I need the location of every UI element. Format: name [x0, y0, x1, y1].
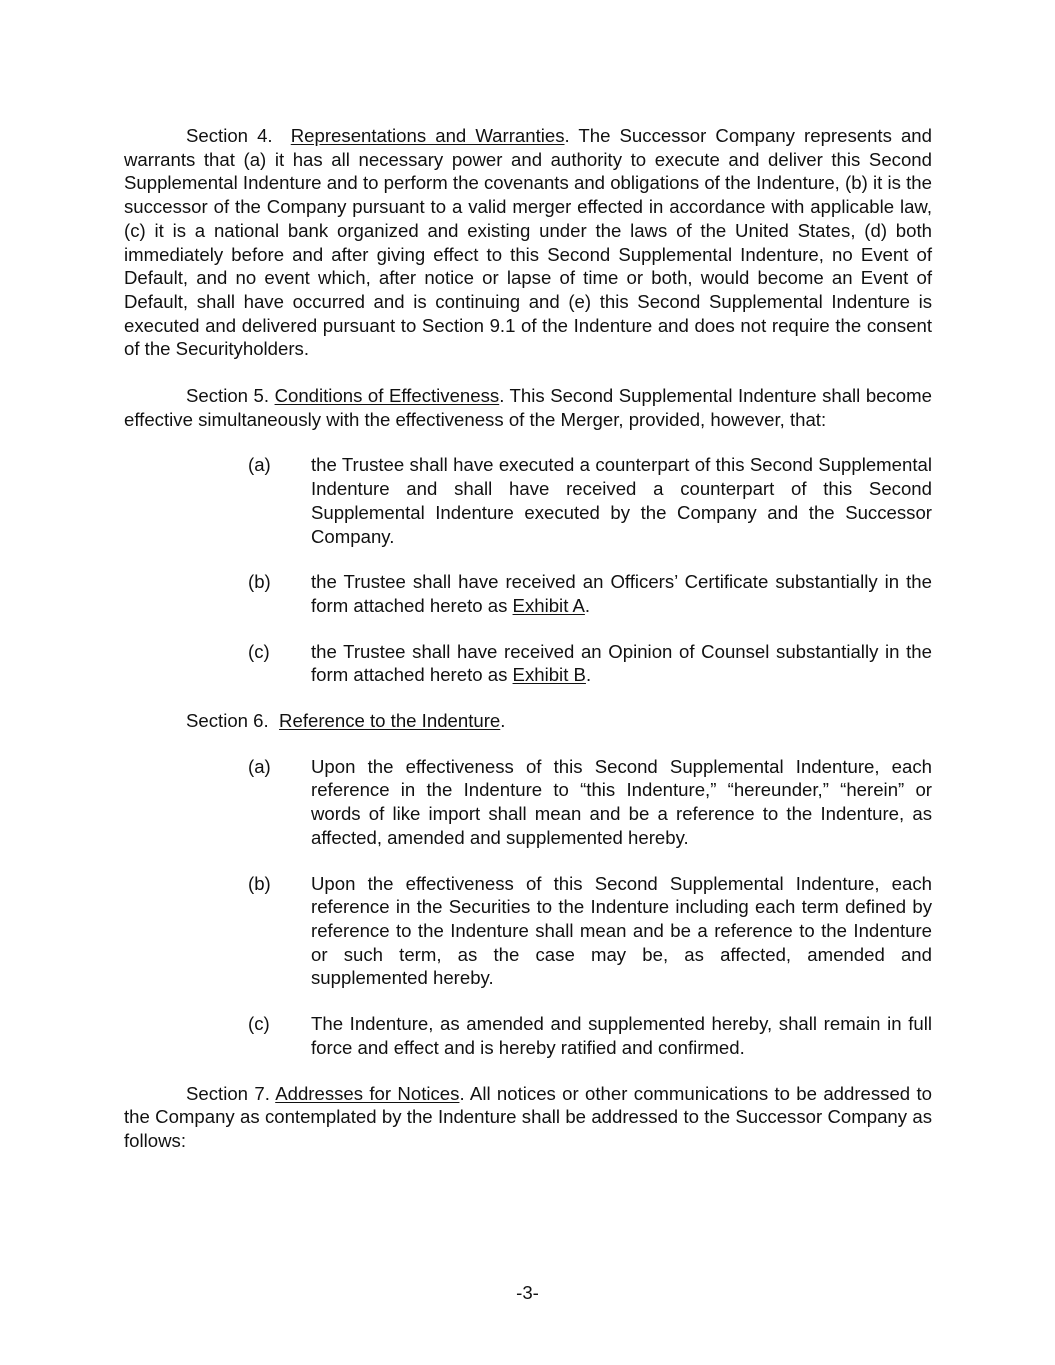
- item-text-end: .: [584, 594, 591, 616]
- section-7-heading: Section 7.: [186, 1082, 270, 1104]
- section-5-item-a: [124, 453, 932, 548]
- item-label: (c): [248, 640, 270, 662]
- section-6-body: .: [500, 710, 506, 732]
- section-6-paragraph: [124, 709, 932, 733]
- item-label: (c): [248, 1013, 270, 1035]
- exhibit-a-reference: Exhibit A: [512, 594, 585, 616]
- page-number: -3-: [516, 1282, 539, 1303]
- item-text: Upon the effectiveness of this Second Supplemental Indenture, each reference in the Securities to the Indenture including each term defined by reference to the Indenture shall mean and be a reference to the Indenture or such term, as the case may be, as affected, amended and supplemented hereby.: [311, 872, 932, 989]
- section-7-body: . All notices or other communications to be addressed to the Company as contemplated by the Indenture shall be addressed to the Successor Company as follows:: [124, 1082, 932, 1151]
- section-5-title: Conditions of Effectiveness: [274, 385, 500, 407]
- section-5-paragraph: [124, 384, 932, 431]
- section-5-item-b: [124, 570, 932, 617]
- item-text-end: .: [585, 664, 592, 686]
- section-5-item-c: [124, 640, 932, 687]
- section-7-paragraph: [124, 1082, 932, 1153]
- section-4-paragraph: [124, 124, 932, 361]
- item-text: The Indenture, as amended and supplemented hereby, shall remain in full force and effect and is hereby ratified and confirmed.: [311, 1013, 932, 1058]
- item-label: (b): [248, 571, 271, 593]
- item-text: the Trustee shall have received an Officers’ Certificate substantially in the form attached hereto as: [311, 571, 932, 616]
- exhibit-b-reference: Exhibit B: [512, 664, 586, 686]
- section-6-title: Reference to the Indenture: [279, 710, 501, 732]
- section-4-title: Representations and Warranties: [290, 125, 565, 146]
- document-body: [124, 124, 932, 1153]
- section-4-heading: Section 4.: [186, 125, 273, 146]
- section-5-heading: Section 5.: [186, 385, 270, 407]
- section-6-item-b: [124, 872, 932, 991]
- item-text: the Trustee shall have received an Opinion of Counsel substantially in the form attached hereto as: [311, 640, 932, 686]
- section-7-title: Addresses for Notices: [275, 1082, 460, 1104]
- section-4-body: . The Successor Company represents and warrants that (a) it has all necessary power and authority to execute and deliver this Second Supplemental Indenture and to perform the covenants and obligations of the Indenture, (b) it is the successor of the Company pursuant to a valid merger effected in accordance with applicable law, (c) it is a national bank organized and existing under the laws of the United States, (d) both immediately before and after giving effect to this Second Supplemental Indenture, no Event of Default, and no event which, after notice or lapse of time or both, would become an Event of Default, shall have occurred and is continuing and (e) this Second Supplemental Indenture is executed and delivered pursuant to Section 9.1 of the Indenture and does not require the consent of the Securityholders.: [124, 125, 932, 360]
- section-6-references-list: [124, 755, 932, 1060]
- item-label: (a): [248, 755, 271, 777]
- section-6-item-c: [124, 1012, 932, 1059]
- section-6-heading: Section 6.: [186, 710, 269, 732]
- item-label: (a): [248, 454, 271, 476]
- item-text: Upon the effectiveness of this Second Supplemental Indenture, each reference in the Indenture to “this Indenture,” “hereunder,” “herein” or words of like import shall mean and be a reference to the Indenture, as affected, amended and supplemented hereby.: [311, 755, 932, 848]
- section-6-item-a: [124, 755, 932, 850]
- section-5-body: . This Second Supplemental Indenture shall become effective simultaneously with the effectiveness of the Merger, provided, however, that:: [124, 385, 932, 430]
- item-label: (b): [248, 872, 271, 894]
- section-5-conditions-list: [124, 453, 932, 687]
- item-text: the Trustee shall have executed a counterpart of this Second Supplemental Indenture and shall have received a counterpart of this Second Supplemental Indenture executed by the Company and the Successor Company.: [311, 454, 932, 547]
